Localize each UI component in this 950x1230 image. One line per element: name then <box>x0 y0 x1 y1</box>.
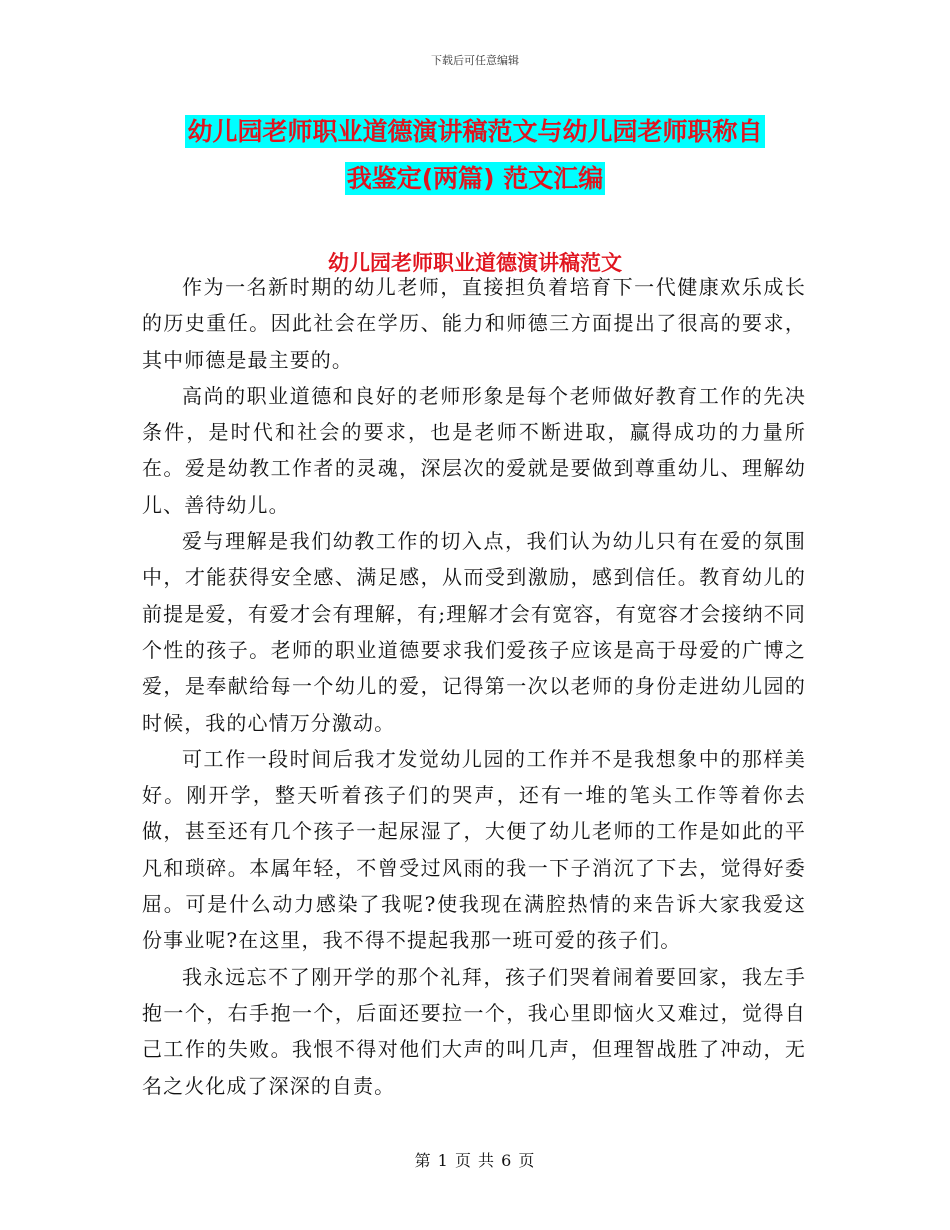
paragraph-5: 我永远忘不了刚开学的那个礼拜，孩子们哭着闹着要回家，我左手抱一个，右手抱一个，后面还要拉一个，我心里即恼火又难过，觉得自己工作的失败。我恨不得对他们大声的叫几声，但理智战胜了冲动，无名之火化成了深深的自责。 <box>142 964 806 1098</box>
paragraph-1: 作为一名新时期的幼儿老师，直接担负着培育下一代健康欢乐成长的历史重任。因此社会在学历、能力和师德三方面提出了很高的要求，其中师德是最主要的。 <box>142 275 806 372</box>
body-text <box>142 269 806 1104</box>
page-number-footer: 第 1 页 共 6 页 <box>414 1151 536 1170</box>
document-title <box>0 108 950 202</box>
title-line-1-text: 幼儿园老师职业道德演讲稿范文与幼儿园老师职称自 <box>187 117 763 146</box>
paragraph-4: 可工作一段时间后我才发觉幼儿园的工作并不是我想象中的那样美好。刚开学，整天听着孩子们的哭声，还有一堆的笔头工作等着你去做，甚至还有几个孩子一起尿湿了，大便了幼儿老师的工作是如此的平凡和琐碎。本属年轻，不曾受过风雨的我一下子消沉了下去，觉得好委屈。可是什么动力感染了我呢?使我现在满腔热情的来告诉大家我爱这份事业呢?在这里，我不得不提起我那一班可爱的孩子们。 <box>142 746 806 953</box>
paragraph-3: 爱与理解是我们幼教工作的切入点，我们认为幼儿只有在爱的氛围中，才能获得安全感、满足感，从而受到激励，感到信任。教育幼儿的前提是爱，有爱才会有理解，有;理解才会有宽容，有宽容才会接纳不同个性的孩子。老师的职业道德要求我们爱孩子应该是高于母爱的广博之爱，是奉献给每一个幼儿的爱，记得第一次以老师的身份走进幼儿园的时候，我的心情万分激动。 <box>142 529 806 735</box>
title-line-2-text: 我鉴定(两篇) 范文汇编 <box>346 164 604 193</box>
paragraph-2: 高尚的职业道德和良好的老师形象是每个老师做好教育工作的先决条件，是时代和社会的要求，也是老师不断进取，赢得成功的力量所在。爱是幼教工作者的灵魂，深层次的爱就是要做到尊重幼儿、理解幼儿、善待幼儿。 <box>142 383 806 517</box>
document-title-line-1 <box>0 108 950 155</box>
section-title: 幼儿园老师职业道德演讲稿范文 <box>328 251 622 275</box>
page-header-note: 下载后可任意编辑 <box>431 54 519 67</box>
document-title-line-2 <box>0 155 950 202</box>
